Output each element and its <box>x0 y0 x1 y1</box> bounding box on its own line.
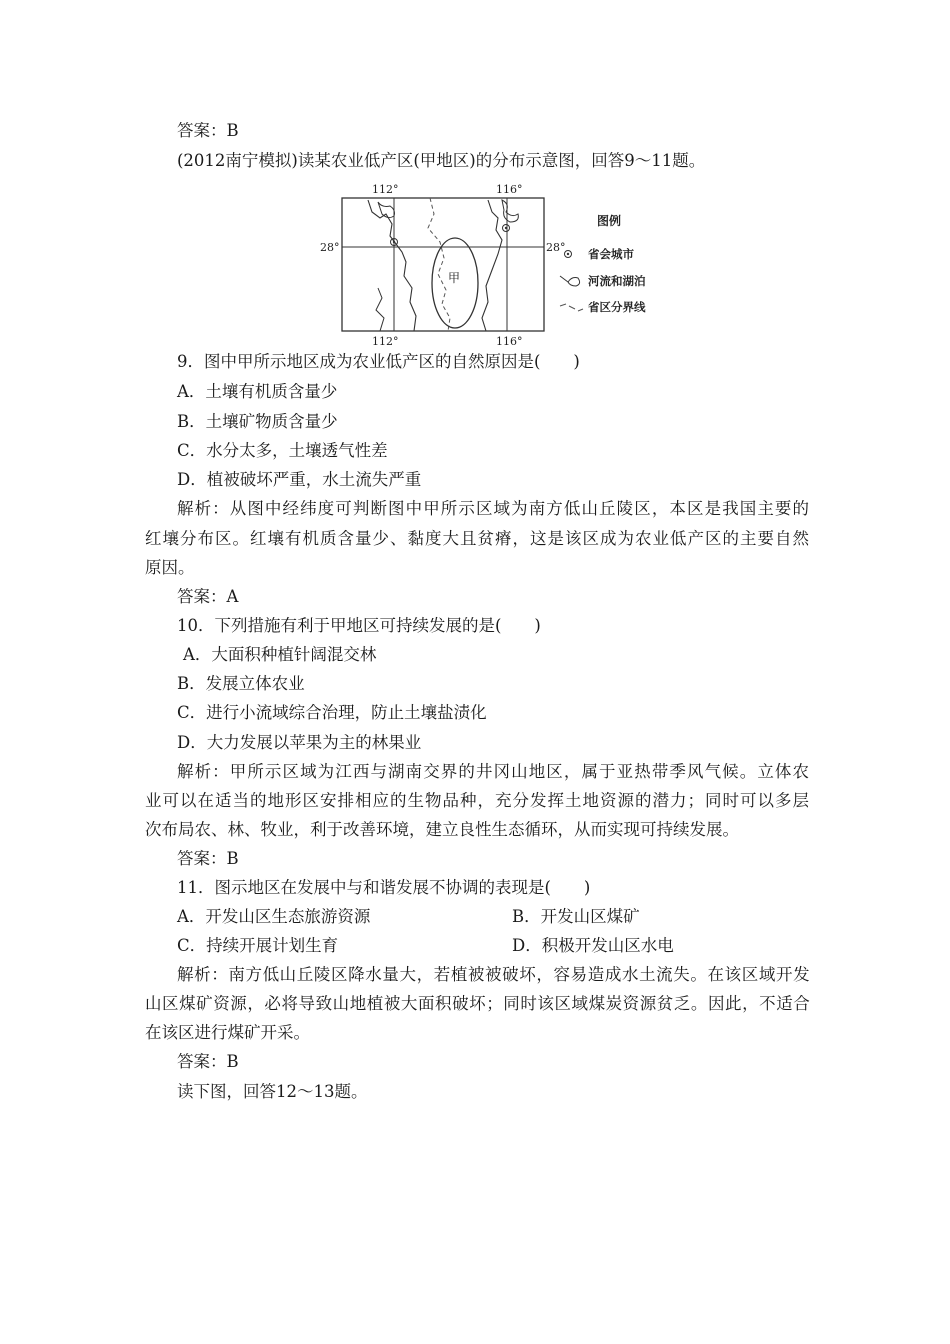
legend-river-icon <box>560 276 580 286</box>
explanation-9-line-2: 红壤分布区。红壤有机质含量少、黏度大且贫瘠，这是该区成为农业低产区的主要自然 <box>145 529 809 548</box>
answer-11: 答案：B <box>177 1052 239 1071</box>
river-west-branch <box>376 288 384 331</box>
q10-option-a: A．大面积种植针阔混交林 <box>183 645 377 664</box>
intro-12-13: 读下图，回答12～13题。 <box>177 1082 368 1101</box>
q10-option-b: B．发展立体农业 <box>177 674 305 693</box>
q10-option-d: D．大力发展以苹果为主的林果业 <box>177 733 422 752</box>
river-west <box>368 200 416 331</box>
q11-option-d: D．积极开发山区水电 <box>512 936 674 955</box>
explanation-10-line-3: 次布局农、林、牧业，利于改善环境，建立良性生态循环，从而实现可持续发展。 <box>145 820 739 839</box>
question-11: 11．图示地区在发展中与和谐发展不协调的表现是( ) <box>177 878 591 897</box>
question-9: 9．图中甲所示地区成为农业低产区的自然原因是( ) <box>177 352 580 371</box>
legend-title: 图例 <box>597 214 622 228</box>
q9-option-c: C．水分太多，土壤透气性差 <box>177 441 388 460</box>
legend-border-icon <box>560 304 583 311</box>
province-border <box>428 198 450 331</box>
lake-east <box>502 200 518 222</box>
explanation-10-line-1: 解析：甲所示区域为江西与湖南交界的井冈山地区，属于亚热带季风气候。立体农 <box>177 762 809 781</box>
q9-option-a: A．土壤有机质含量少 <box>177 382 338 401</box>
map-frame <box>342 198 544 331</box>
q10-option-c: C．进行小流域综合治理，防止土壤盐渍化 <box>177 703 487 722</box>
answer-8: 答案：B <box>177 121 239 140</box>
answer-9: 答案：A <box>177 587 239 606</box>
lon-top-left: 112° <box>372 183 399 196</box>
answer-10: 答案：B <box>177 849 239 868</box>
lon-bottom-right: 116° <box>496 335 523 348</box>
legend-city-label: 省会城市 <box>588 247 634 261</box>
lon-bottom-left: 112° <box>372 335 399 348</box>
explanation-11-line-3: 在该区进行煤矿开采。 <box>145 1023 310 1042</box>
explanation-11-line-1: 解析：南方低山丘陵区降水量大，若植被被破坏，容易造成水土流失。在该区域开发 <box>177 965 809 984</box>
explanation-9-line-3: 原因。 <box>145 558 195 577</box>
explanation-10-line-2: 业可以在适当的地形区安排相应的生物品种，充分发挥土地资源的潜力；同时可以多层 <box>145 791 809 810</box>
legend-border-label: 省区分界线 <box>588 300 646 314</box>
q11-option-a: A．开发山区生态旅游资源 <box>177 907 371 926</box>
q9-option-d: D．植被破坏严重，水土流失严重 <box>177 470 422 489</box>
lat-right: 28° <box>546 241 566 254</box>
lon-top-right: 116° <box>496 183 523 196</box>
region-jia-label: 甲 <box>448 271 461 285</box>
lat-left: 28° <box>320 241 340 254</box>
legend-river-label: 河流和湖泊 <box>588 274 646 288</box>
river-east <box>482 200 502 331</box>
map-figure <box>320 178 670 348</box>
q11-option-c: C．持续开展计划生育 <box>177 936 339 955</box>
q11-option-b: B．开发山区煤矿 <box>512 907 640 926</box>
q9-option-b: B．土壤矿物质含量少 <box>177 412 338 431</box>
explanation-11-line-2: 山区煤矿资源，必将导致山地植被大面积破坏；同时该区域煤炭资源贫乏。因此，不适合 <box>145 994 809 1013</box>
intro-9-11: (2012南宁模拟)读某农业低产区(甲地区)的分布示意图，回答9～11题。 <box>177 151 706 170</box>
explanation-9-line-1: 解析：从图中经纬度可判断图中甲所示区域为南方低山丘陵区，本区是我国主要的 <box>177 499 809 518</box>
question-10: 10．下列措施有利于甲地区可持续发展的是( ) <box>177 616 541 635</box>
